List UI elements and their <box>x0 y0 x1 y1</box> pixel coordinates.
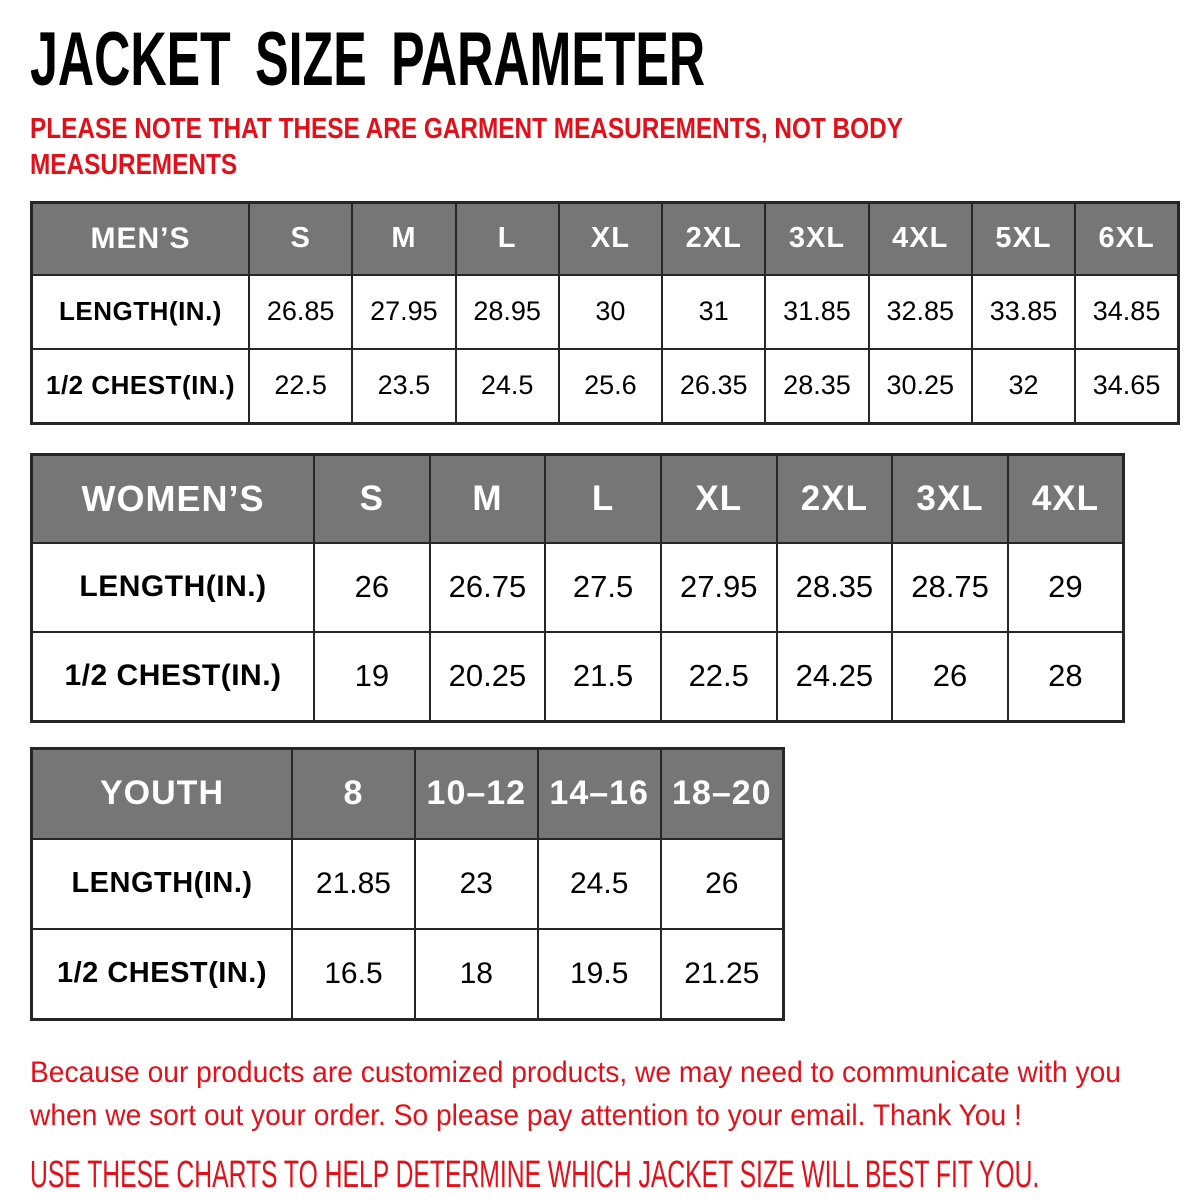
size-header-cell: S <box>249 202 352 275</box>
size-header-row <box>32 454 1124 543</box>
measurement-value-cell: 22.5 <box>249 349 352 424</box>
measurement-row <box>32 275 1179 349</box>
customized-note-line-2: when we sort out your order. So please pay attention to your email. Thank You ! <box>30 1099 1022 1133</box>
size-table-womens <box>30 453 1125 723</box>
size-header-row <box>32 202 1179 275</box>
page-title: JACKET SIZE PARAMETER <box>30 17 706 102</box>
measurement-label: 1/2 CHEST(IN.) <box>32 929 293 1020</box>
measurement-value-cell: 26.75 <box>430 543 546 632</box>
measurement-value-cell: 23 <box>415 839 538 929</box>
measurement-value-cell: 27.5 <box>545 543 661 632</box>
measurement-value-cell: 27.95 <box>661 543 777 632</box>
measurement-value-cell: 30.25 <box>869 349 972 424</box>
customized-products-note <box>30 1051 1121 1138</box>
measurement-value-cell: 34.85 <box>1075 275 1178 349</box>
measurement-value-cell: 26 <box>892 632 1008 722</box>
measurement-value-cell: 23.5 <box>352 349 455 424</box>
size-header-cell: 5XL <box>972 202 1075 275</box>
measurement-label: 1/2 CHEST(IN.) <box>32 349 250 424</box>
size-header-cell: 3XL <box>892 454 1008 543</box>
size-table-mens <box>30 201 1180 425</box>
measurement-value-cell: 19.5 <box>538 929 661 1020</box>
size-header-cell: 18–20 <box>661 748 784 839</box>
measurement-label: LENGTH(IN.) <box>32 275 250 349</box>
size-header-cell: 4XL <box>869 202 972 275</box>
measurement-value-cell: 16.5 <box>292 929 415 1020</box>
size-header-cell: 4XL <box>1008 454 1124 543</box>
size-header-cell: 14–16 <box>538 748 661 839</box>
size-header-cell: 3XL <box>765 202 868 275</box>
size-header-cell: 8 <box>292 748 415 839</box>
size-header-cell: L <box>456 202 559 275</box>
size-header-cell: 2XL <box>777 454 893 543</box>
measurement-value-cell: 19 <box>314 632 430 722</box>
measurement-value-cell: 32.85 <box>869 275 972 349</box>
measurement-row <box>32 543 1124 632</box>
customized-note-line-1: Because our products are customized products, we may need to communicate with you <box>30 1055 1121 1089</box>
measurement-value-cell: 21.25 <box>661 929 784 1020</box>
measurement-value-cell: 30 <box>559 275 662 349</box>
measurement-value-cell: 26.35 <box>662 349 765 424</box>
size-table-youth <box>30 747 785 1021</box>
measurement-value-cell: 33.85 <box>972 275 1075 349</box>
measurement-value-cell: 25.6 <box>559 349 662 424</box>
size-header-cell: M <box>352 202 455 275</box>
size-header-cell: XL <box>559 202 662 275</box>
measurement-value-cell: 22.5 <box>661 632 777 722</box>
group-header-youth: YOUTH <box>32 748 293 839</box>
measurement-value-cell: 29 <box>1008 543 1124 632</box>
measurement-value-cell: 28.95 <box>456 275 559 349</box>
measurement-label: LENGTH(IN.) <box>32 543 315 632</box>
size-header-cell: L <box>545 454 661 543</box>
measurement-row <box>32 929 784 1020</box>
measurement-value-cell: 18 <box>415 929 538 1020</box>
measurement-value-cell: 28.35 <box>765 349 868 424</box>
measurement-row <box>32 632 1124 722</box>
measurement-value-cell: 21.85 <box>292 839 415 929</box>
measurement-value-cell: 24.25 <box>777 632 893 722</box>
measurement-row <box>32 349 1179 424</box>
measurement-value-cell: 24.5 <box>456 349 559 424</box>
size-header-row <box>32 748 784 839</box>
measurement-value-cell: 20.25 <box>430 632 546 722</box>
measurement-value-cell: 28.75 <box>892 543 1008 632</box>
measurement-value-cell: 28.35 <box>777 543 893 632</box>
measurement-value-cell: 26 <box>661 839 784 929</box>
measurement-row <box>32 839 784 929</box>
measurement-value-cell: 31.85 <box>765 275 868 349</box>
size-header-cell: 10–12 <box>415 748 538 839</box>
measurement-value-cell: 28 <box>1008 632 1124 722</box>
size-header-cell: 2XL <box>662 202 765 275</box>
group-header-mens: MEN’S <box>32 202 250 275</box>
garment-note-line-2: MEASUREMENTS <box>30 148 238 181</box>
size-header-cell: S <box>314 454 430 543</box>
measurement-value-cell: 27.95 <box>352 275 455 349</box>
size-header-cell: 6XL <box>1075 202 1178 275</box>
measurement-value-cell: 32 <box>972 349 1075 424</box>
measurement-value-cell: 26.85 <box>249 275 352 349</box>
measurement-label: 1/2 CHEST(IN.) <box>32 632 315 722</box>
measurement-value-cell: 24.5 <box>538 839 661 929</box>
measurement-label: LENGTH(IN.) <box>32 839 293 929</box>
size-header-cell: M <box>430 454 546 543</box>
size-header-cell: XL <box>661 454 777 543</box>
garment-measurements-note <box>30 112 996 183</box>
measurement-value-cell: 26 <box>314 543 430 632</box>
size-advice-line: USE THESE CHARTS TO HELP DETERMINE WHICH JACKET SIZE WILL BEST FIT YOU. <box>30 1153 1040 1196</box>
group-header-womens: WOMEN’S <box>32 454 315 543</box>
measurement-value-cell: 31 <box>662 275 765 349</box>
garment-note-line-1: PLEASE NOTE THAT THESE ARE GARMENT MEASUREMENTS, NOT BODY <box>30 113 903 146</box>
size-tables-container <box>30 201 1180 1021</box>
measurement-value-cell: 21.5 <box>545 632 661 722</box>
measurement-value-cell: 34.65 <box>1075 349 1178 424</box>
